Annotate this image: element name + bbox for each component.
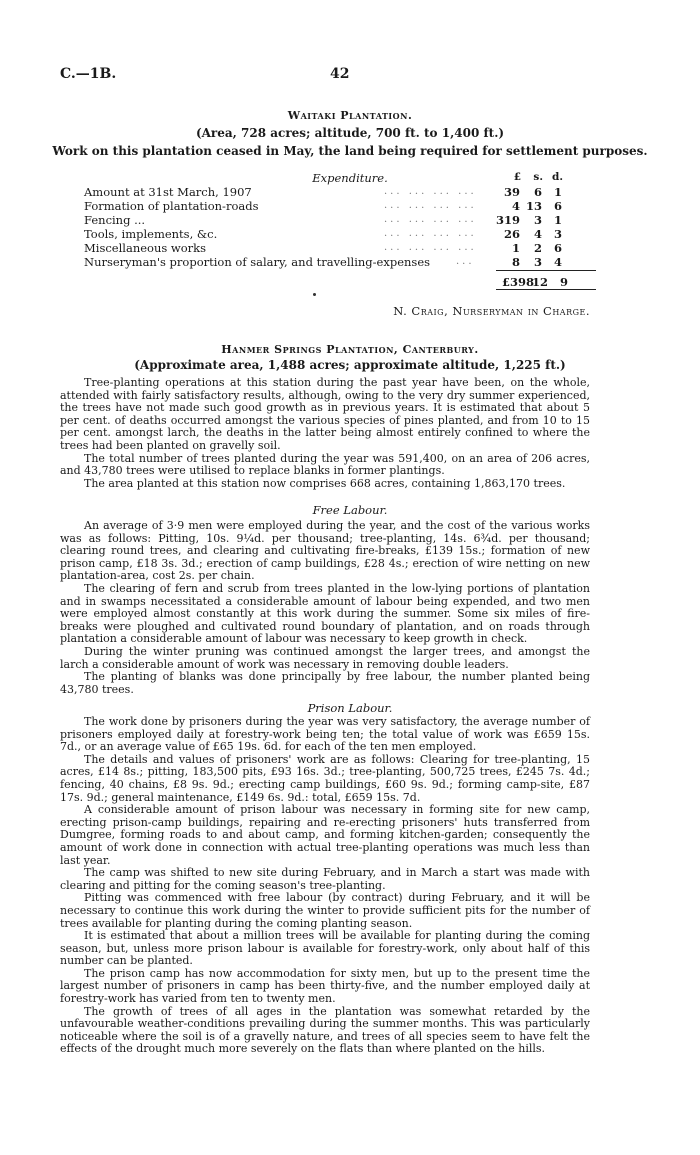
waitaki-subtitle: (Area, 728 acres; altitude, 700 ft. to 1,400 ft.) bbox=[195, 126, 505, 140]
leader-dots: ... ... ... ... bbox=[384, 242, 477, 253]
amount-shillings: 3 bbox=[533, 255, 542, 269]
waitaki-note: Work on this plantation ceased in May, the land being required for settlement purposes. bbox=[52, 144, 648, 158]
expenditure-row bbox=[84, 213, 604, 227]
free-labour-heading: Free Labour. bbox=[312, 503, 388, 517]
shillings-header: s. bbox=[533, 171, 543, 183]
prison-labour-section bbox=[60, 716, 590, 1056]
paragraph: Tree-planting operations at this station during the past year have been, on the whole, attended with fairly satisfactory results, although, owing to the very dry summer experienced, the trees have not made such good growth as in previous years. It is estimated that about 5 per cent. of deaths occurred amongst the various species of pines planted, and from 10 to 15 per cent. amongst larch, the deaths in the latter being almost entirely confined to where the trees had been planted on gravelly soil. bbox=[60, 376, 590, 452]
leader-dots: ... ... ... ... bbox=[384, 214, 477, 225]
signature bbox=[393, 304, 590, 318]
paragraph: It is estimated that about a million trees will be available for planting during the coming season, but, unless more prison labour is available for forestry-work, only about half of this number can be planted. bbox=[60, 929, 590, 968]
amount-pence: 1 bbox=[553, 185, 562, 199]
hanmer-intro bbox=[60, 377, 590, 490]
expenditure-row bbox=[84, 255, 604, 269]
page-number: 42 bbox=[330, 66, 350, 82]
amount-pence: 6 bbox=[553, 241, 562, 255]
expenditure-row bbox=[84, 241, 604, 255]
series-reference: C.—1B. bbox=[60, 66, 117, 82]
hanmer-title: Hanmer Springs Plantation, Canterbury. bbox=[221, 343, 479, 356]
pounds-header: £ bbox=[513, 171, 521, 183]
paragraph: The total number of trees planted during the year was 591,400, on an area of 206 acres, and 43,780 trees were utilised to replace blanks in former plantings. bbox=[60, 451, 590, 478]
expenditure-table bbox=[84, 185, 604, 269]
expenditure-row bbox=[84, 185, 604, 199]
amount-pence: 3 bbox=[553, 227, 562, 241]
total-rule-top bbox=[496, 270, 596, 271]
expenditure-label: Formation of plantation-roads bbox=[84, 199, 259, 213]
paragraph: During the winter pruning was continued amongst the larger trees, and amongst the larch a considerable amount of work was necessary in removing double leaders. bbox=[60, 644, 590, 671]
expenditure-row bbox=[84, 227, 604, 241]
paragraph: The camp was shifted to new site during February, and in March a start was made with clearing and pitting for the coming season's tree-planting. bbox=[60, 866, 590, 892]
amount-pounds: 39 bbox=[503, 185, 520, 199]
hanmer-subtitle: (Approximate area, 1,488 acres; approximate altitude, 1,225 ft.) bbox=[134, 358, 566, 372]
leader-dots: ... ... ... ... bbox=[384, 200, 477, 211]
amount-pounds: 1 bbox=[511, 241, 520, 255]
paragraph: The planting of blanks was done principally by free labour, the number planted being 43,780 trees. bbox=[60, 670, 590, 696]
paragraph: Pitting was commenced with free labour (by contract) during February, and it will be necessary to continue this work during the winter to provide sufficient pits for the number of trees available for planting during the coming planting season. bbox=[60, 891, 590, 930]
paragraph: The area planted at this station now comprises 668 acres, containing 1,863,170 trees. bbox=[84, 476, 566, 490]
expenditure-label: Amount at 31st March, 1907 bbox=[84, 185, 252, 199]
total-pence: 9 bbox=[559, 275, 568, 289]
total-rule-bottom bbox=[496, 289, 596, 290]
paragraph: The details and values of prisoners' work are as follows: Clearing for tree-planting, 15 acres, £14 8s.; pitting, 183,500 pits, £93 16s. 3d.; tree-planting, 500,725 trees, £245 7s. 4d.; fencing, 40 chains, £8 9s. 9d.; erecting camp buildings, £60 9s. 9d.; forming camp-site, £87 17s. 9d.; general maintenance, £149 6s. 9d.: total, £659 15s. 7d. bbox=[60, 752, 590, 804]
waitaki-title: Waitaki Plantation. bbox=[287, 109, 413, 122]
amount-shillings: 13 bbox=[525, 199, 542, 213]
amount-pounds: 4 bbox=[511, 199, 520, 213]
amount-pounds: 26 bbox=[503, 227, 520, 241]
paragraph: The work done by prisoners during the year was very satisfactory, the average number of prisoners employed daily at forestry-work being ten; the total value of work was £659 15s. 7d., or an average value of £65 19s. 6d. for each of the ten men employed. bbox=[60, 715, 590, 754]
leader-dots: ... bbox=[456, 256, 475, 267]
amount-pounds: 8 bbox=[511, 255, 520, 269]
amount-shillings: 4 bbox=[533, 227, 542, 241]
expenditure-label: Nurseryman's proportion of salary, and travelling-expenses bbox=[84, 255, 431, 269]
paragraph: The prison camp has now accommodation for sixty men, but up to the present time the largest number of prisoners in camp has been thirty-five, and the number employed daily at forestry-work has varied from ten to twenty men. bbox=[60, 966, 590, 1006]
amount-shillings: 6 bbox=[533, 185, 542, 199]
total-shillings: 12 bbox=[531, 275, 548, 289]
amount-pence: 1 bbox=[553, 213, 562, 227]
amount-shillings: 3 bbox=[533, 213, 542, 227]
expenditure-label: Miscellaneous works bbox=[84, 241, 207, 255]
prison-labour-heading: Prison Labour. bbox=[307, 701, 393, 715]
expenditure-label: Fencing ... bbox=[84, 213, 146, 227]
free-labour-section bbox=[60, 520, 590, 696]
paragraph: An average of 3·9 men were employed during the year, and the cost of the various works was as follows: Pitting, 10s. 9¼d. per thousand; tree-planting, 14s. 6¾d. per thousand; clearing round trees, and clearing and cultivating fire-breaks, £139 15s.; formation of new prison camp, £18 3s. 3d.; erection of camp buildings, £28 4s.; erection of wire netting on new plantation-area, cost 2s. per chain. bbox=[60, 519, 590, 583]
paragraph: The clearing of fern and scrub from trees planted in the low-lying portions of plantation and in swamps necessitated a considerable amount of labour being expended, and two men were employed almost constantly at this work during the summer. Some six miles of fire-breaks were ploughed and cultivated round boundary of plantation, and on roads through plantation a considerable amount of labour was necessary to keep growth in check. bbox=[60, 581, 590, 646]
amount-pence: 6 bbox=[553, 199, 562, 213]
total-pounds: £398 bbox=[501, 275, 534, 289]
leader-dots: ... ... ... ... bbox=[384, 186, 477, 197]
leader-dots: ... ... ... ... bbox=[384, 228, 477, 239]
paragraph: A considerable amount of prison labour was necessary in forming site for new camp, erecting prison-camp buildings, repairing and re-erecting prisoners' huts transferred from Dumgree, forming roads to and about camp, and forming kitchen-garden; consequently the amount of work done in connection with actual tree-planting operations was much less than last year. bbox=[60, 803, 590, 867]
signature-text: N. Craig, Nurseryman in Charge. bbox=[393, 304, 590, 318]
ink-dot bbox=[313, 293, 316, 296]
expenditure-heading: Expenditure. bbox=[312, 171, 388, 185]
pence-header: d. bbox=[552, 171, 563, 183]
amount-shillings: 2 bbox=[533, 241, 542, 255]
expenditure-row bbox=[84, 199, 604, 213]
expenditure-label: Tools, implements, &c. bbox=[84, 227, 218, 241]
paragraph: The growth of trees of all ages in the plantation was somewhat retarded by the unfavourable weather-conditions prevailing during the summer months. This was particularly noticeable where the soil is of a gravelly nature, and trees of all species seem to have felt the effects of the drought much more severely on the flats than where planted on the hills. bbox=[60, 1004, 590, 1056]
amount-pounds: 319 bbox=[495, 213, 520, 227]
amount-pence: 4 bbox=[553, 255, 562, 269]
